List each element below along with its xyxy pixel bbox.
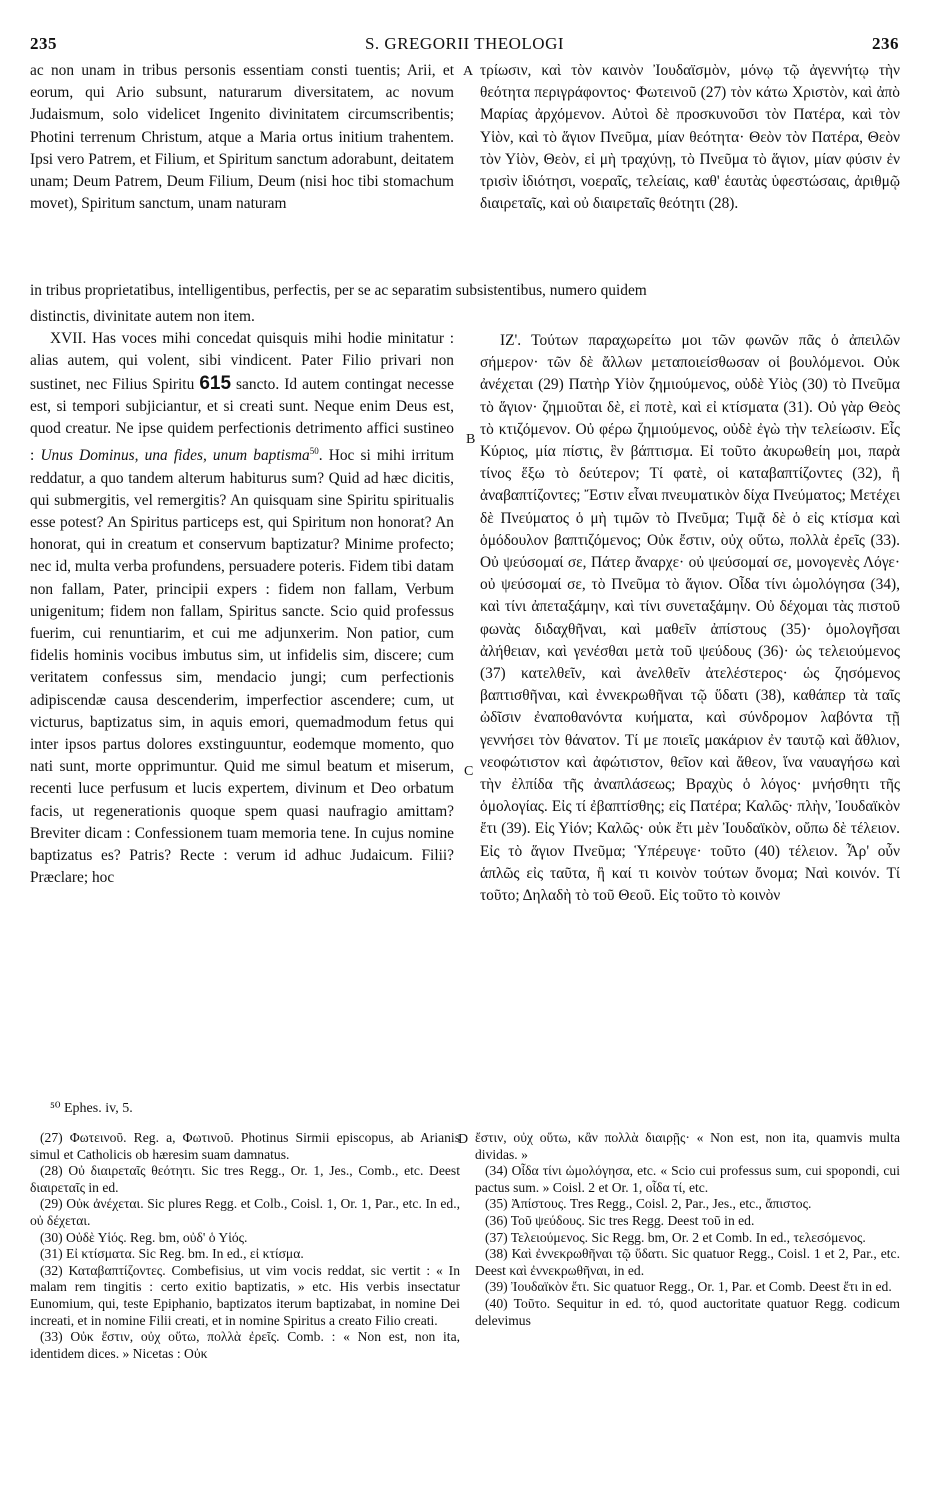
greek-column-main <box>480 330 900 907</box>
note-39: (39) Ἰουδαϊκὸν ἔτι. Sic quatuor Regg., Or. 1, Par. et Comb. Deest ἔτι in ed. <box>485 1279 892 1295</box>
greek-paragraph-top: τρίωσιν, καὶ τὸν καινὸν Ἰουδαϊσμὸν, μόνῳ τῷ ἀγεννήτῳ τὴν θεότητα περιγράφοντος· Φωτεινοῦ (27) τὸν κάτω Χριστὸν, καὶ ἀπὸ Μαρίας ἀρχόμενον. Αὐτοὶ δὲ προσκυνοῦσι τὸν Πατέρα, καὶ τὸν Υἱὸν, καὶ τὸ ἅγιον Πνεῦμα, μίαν θεότητα· Θεὸν τὸν Πατέρα, Θεὸν τὸν Υἱὸν, Θεὸν, εἰ μὴ τραχύνῃ, τὸ Πνεῦμα τὸ ἅγιον, μίαν φύσιν ἐν τρισὶν ἰδιότησι, νοεραῖς, τελείαις, καθ' ἑαυτὰς ὑφεστώσαις, ἀριθμῷ διαιρεταῖς, καὶ οὐ διαιρεταῖς θεότητι (28). <box>480 62 900 213</box>
note-40: (40) Τοῦτο. Sequitur in ed. τό, quod auctoritate quatuor Regg. codicum delevimus <box>475 1295 900 1328</box>
margin-marker-b: B <box>466 432 476 447</box>
margin-marker-d: D <box>458 1132 469 1147</box>
latin-line-2: distinctis, divinitate autem non item. <box>30 308 255 325</box>
note-27: (27) Φωτεινοῦ. Reg. a, Φωτινοῦ. Photinus Sirmii episcopus, ab Arianis simul et Catholicis ob hæresim suam damnatus. <box>30 1130 460 1162</box>
page-title: S. GREGORII THEOLOGI <box>364 34 565 53</box>
note-29: (29) Οὐκ ἀνέχεται. Sic plures Regg. et Colb., Coisl. 1, Or. 1, Par., etc. In ed., οὐ δέχεται. <box>30 1196 460 1228</box>
latin-wide-line: in tribus proprietatibus, intelligentibus, perfectis, per se ac separatim subsistentibus, numero quidem <box>30 282 647 299</box>
scripture-footnote: ⁵⁰ Ephes. iv, 5. <box>50 1101 133 1116</box>
note-34: (34) Οἶδα τίνι ὡμολόγησα, etc. « Scio cui professus sum, cui spopondi, cui pactus sum. » Coisl. 2 et Or. 1, οἶδα τί, etc. <box>475 1163 900 1195</box>
margin-marker-a: A <box>463 64 474 79</box>
note-30: (30) Οὐδὲ Υἱός. Reg. bm, οὐδ' ὁ Υἱός. <box>40 1229 248 1245</box>
notes-right-column <box>475 1130 900 1329</box>
latin-paragraph-top: ac non unam in tribus personis essentiam consti tuentis; Arii, et eorum, qui Ario subsunt, naturarum diversitatem, ac novum Judaismum, solo videlicet Ingenito divinitatem circumscribentis; Photini terrenum Christum, atque a Maria ortus initium trahentem. Ipsi vero Patrem, et Filium, et Spiritum sanctum adorabunt, deitatem unam; Deum Patrem, Deum Filium, Deum (nisi hoc tibi stomachum movet), Spiritum sanctum, unam naturam <box>30 62 454 213</box>
note-28: (28) Οὐ διαιρεταῖς θεότητι. Sic tres Regg., Or. 1, Jes., Comb., etc. Deest διαιρεταῖς in ed. <box>30 1163 460 1195</box>
running-header <box>30 34 899 56</box>
page-number-left: 235 <box>30 34 57 53</box>
greek-paragraph-main: ΙΖ'. Τούτων παραχωρείτω μοι τῶν φωνῶν πᾶς ὁ ἀπειλῶν σήμερον· τῶν δὲ ἄλλων μεταποιείσθωσαν οἱ βουλόμενοι. Οὐκ ἀνέχεται (29) Πατὴρ Υἱὸν ζημιούμενος, οὐδὲ Υἱὸς (30) τὸ Πνεῦμα τὸ ἅγιον· ζημιοῦται δὲ, εἰ ποτὲ, καὶ εἰ κτίσματα (31). Οὐ γὰρ Θεὸς τὸ κτιζόμενον. Οὐ φέρω ζημιούμενος, οὐδὲ ἐγὼ τὴν τελείωσιν. Εἷς Κύριος, μία πίστις, ἓν βάπτισμα. Εἰ τοῦτο ἀκυρωθείη μοι, παρὰ τίνος ἕξω τὸ δεύτερον; Τί φατὲ, οἱ καταβαπτίζοντες (32), ἢ ἀναβαπτίζοντες; Ἔστιν εἶναι πνευματικὸν δίχα Πνεύματος; Μετέχει δὲ Πνεύματος ὁ μὴ τιμῶν τὸ Πνεῦμα; Τιμᾷ δὲ ὁ εἰς κτίσμα καὶ ὁμόδουλον βαπτιζόμενος; Οὐκ ἔστιν, οὐχ οὕτω, πολλὰ ἐρεῖς (33). Οὐ ψεύσομαί σε, Πάτερ ἄναρχε· οὐ ψεύσομαί σε, μονογενὲς Λόγε· οὐ ψεύσομαί σε, τὸ Πνεῦμα τὸ ἅγιον. Οἶδα τίνι ὡμολόγησα (34), καὶ τίνι ἀπεταξάμην, καὶ τίνι συνεταξάμην. Οὐ δέχομαι τὰς πιστοῦ φωνὰς διδαχθῆναι, καὶ μαθεῖν ἀπίστους (35)· ὁμολογῆσαι ἀλήθειαν, καὶ γενέσθαι μετὰ τοῦ ψεύδους (36)· ὡς τελειούμενος (37) κατελθεῖν, καὶ ἀνελθεῖν ἀτελέστερος· ὡς ζησόμενος βαπτισθῆναι, καὶ ἐννεκρωθῆναι τῷ ὕδατι (38), καθάπερ τὰ ταῖς ὠδῖσιν ἐναποθανόντα κυήματα, καὶ σύνδρομον λαβόντα τῇ γεννήσει τὸν θάνατον. Τί με ποιεῖς μακάριον ἐν ταυτῷ καὶ ἄθλιον, νεοφώτιστον καὶ ἀφώτιστον, θεῖον καὶ ἄθεον, ἵνα ναυαγήσω καὶ τὴν ἐλπίδα τῆς ἀναπλάσεως; Βραχὺς ὁ λόγος· μνήσθητι τῆς ὁμολογίας. Εἰς τί ἐβαπτίσθης; εἰς Πατέρα; Καλῶς· πλὴν, Ἰουδαϊκὸν ἔτι (39). Εἰς Υἱόν; Καλῶς· οὐκ ἔτι μὲν Ἰουδαϊκὸν, οὔπω δὲ τέλειον. Εἰς τὸ ἅγιον Πνεῦμα; Ὑπέρευγε· τοῦτο (40) τέλειον. Ἆρ' οὖν ἁπλῶς εἰς ταῦτα, ἢ καί τι κοινὸν τούτων ὄνομα; Ναὶ κοινόν. Τί τοῦτο; Δηλαδὴ τὸ τοῦ Θεοῦ. Εἰς τοῦτο τὸ κοινὸν <box>480 332 900 905</box>
note-33: (33) Οὐκ ἔστιν, οὐχ οὕτω, πολλὰ ἐρεῖς. Comb. : « Non est, non ita, identidem dices. » Nicetas : Οὐκ <box>30 1329 460 1361</box>
footnote-marker: 50 <box>309 446 319 457</box>
note-32: (32) Καταβαπτίζοντες. Combefisius, ut vim vocis reddat, sic vertit : « In malam rem tingitis : certo exitio baptizatis, » etc. His verbis insectatur Eunomium, qui, teste Epiphanio, baptizatos iterum baptizabat, in nomine Dei increati, et in nomine Filii creati, et in nomine Spiritus a creato Filio creati. <box>30 1262 460 1328</box>
latin-column-top <box>30 60 454 215</box>
margin-marker-c: C <box>464 764 474 779</box>
full-width-line <box>30 280 900 302</box>
greek-column-top <box>480 60 900 215</box>
notes-left-column <box>30 1130 460 1362</box>
column-number: 615 <box>199 372 232 394</box>
note-37: (37) Τελειούμενος. Sic Regg. bm, Or. 2 et Comb. In ed., τελεσόμενος. <box>485 1229 866 1245</box>
note-35: (35) Ἀπίστους. Tres Regg., Coisl. 2, Par., Jes., etc., ἄπιστος. <box>485 1196 812 1212</box>
note-31: (31) Εἰ κτίσματα. Sic Reg. bm. In ed., εἰ κτίσμα. <box>40 1246 304 1262</box>
page-number-right: 236 <box>872 34 899 53</box>
note-38: (38) Καὶ ἐννεκρωθῆναι τῷ ὕδατι. Sic quatuor Regg., Coisl. 1 et 2, Par., etc. Deest καὶ ἐννεκρωθῆναι, in ed. <box>475 1246 900 1278</box>
note-36: (36) Τοῦ ψεύδους. Sic tres Regg. Deest τοῦ in ed. <box>485 1212 755 1228</box>
scripture-quote: Unus Dominus, una fides, unum baptisma <box>40 447 310 465</box>
note-33-continued: ἔστιν, οὐχ οὕτω, κἂν πολλὰ διαιρῇς· « Non est, non ita, quamvis multa dividas. » <box>475 1130 900 1162</box>
latin-column-main <box>30 306 454 889</box>
latin-paragraph-main: XVII. Has voces mihi concedat quisquis mihi hodie minitatur : alias autem, qui volent, sibi vindicent. Pater Filio privari non sustinet, nec Filius Spiritu 615 sancto. Id autem contingat necesse est, si tempori subjiciantur, et si creati sunt. Neque enim Deus est, quod creatur. Ne ipse quidem perfectionis detrimento affici sustineo : Unus Dominus, una fides, unum baptisma$^{50}$. Hoc si mihi irritum reddatur, a quo tandem alterum habiturus sum? Quid ad hæc dicitis, qui submergitis, vel remergitis? An quisquam sine Spiritu spiritualis esse potest? An Spiritus particeps est, qui Spiritum non honorat? An honorat, qui in creatum et conservum baptizatur? Minime profecto; nec id, multa verba profundens, persuadere poteris. Fidem tibi datam non fallam, Pater, principii expers : fidem non fallam, Verbum unigenitum; fidem non fallam, Spiritus sancte. Scio quid professus fuerim, cui renuntiarim, et cui me adjunxerim. Non patior, cum fidelis hominis vocibus imbutus sim, ut infidelis sim, discere; cum veritatem confessus sim, mendacio jungi; cum perfectionis adipiscendæ causa descenderim, imperfectior ascendere; cum, ut victurus, baptizatus sim, in aquis emori, quemadmodum fetus qui inter ipsos partus dolores exstinguuntur, eodemque momento, quo nati sunt, morte opprimuntur. Quid me simul beatum et miserum, recenti luce perfusum et lucis expertem, divinum et Deo orbatum facis, ut regenerationis quoque spem quasi naufragio amittam? Breviter dicam : Confessionem tuam memoria tene. In cujus nomine baptizatus es? Patris? Recte : verum id adhuc Judaicum. Filii? Præclare; hoc <box>30 330 455 887</box>
